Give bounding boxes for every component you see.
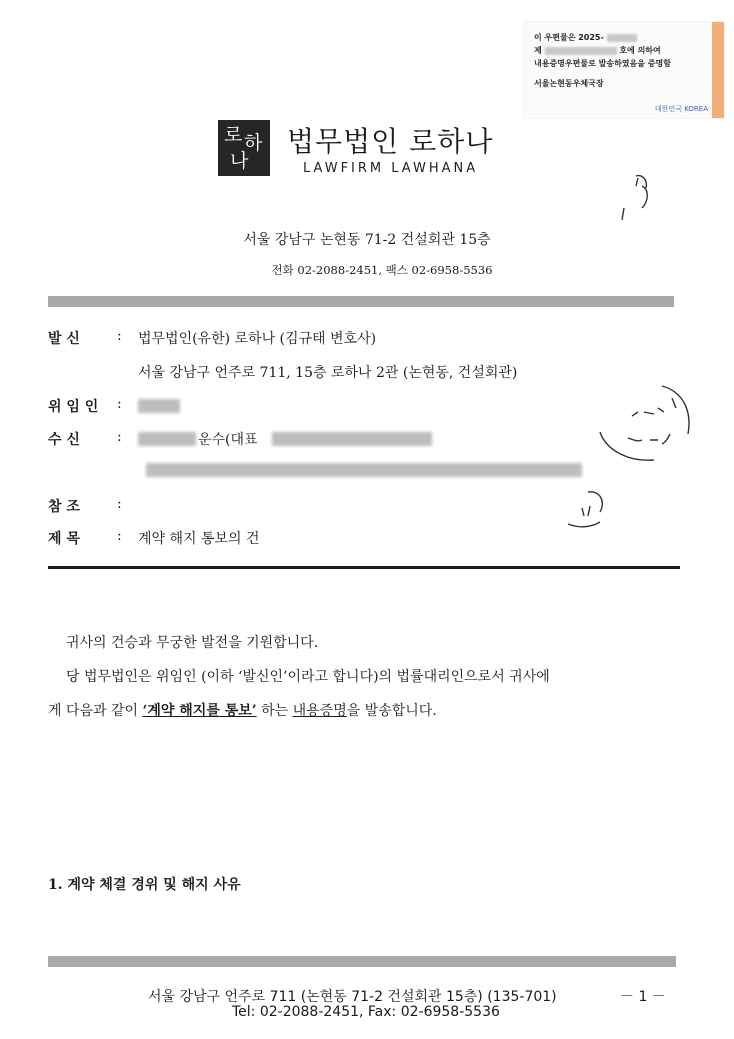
footer-divider xyxy=(48,956,676,967)
seal-mark-2 xyxy=(592,378,702,468)
section-1-heading: 1. 계약 체결 경위 및 해지 사유 xyxy=(48,877,241,893)
sender-value: 법무법인(유한) 로하나 (김규태 변호사) xyxy=(138,331,377,347)
redacted-recipient-rep xyxy=(272,432,432,446)
footer-address: 서울 강남구 언주로 711 (논현동 71-2 건설회관 15층) (135-701) xyxy=(148,989,557,1005)
stamp-line-3: 내용증명우편물로 발송하였음을 증명함 xyxy=(534,59,671,68)
termination-notice-emphasis: ‘계약 해지를 통보’ xyxy=(142,703,257,719)
subject-label: 제 목 xyxy=(48,531,80,547)
seal-mark-3 xyxy=(560,488,620,538)
sender-label: 발 신 xyxy=(48,331,80,347)
intro-line-2 xyxy=(48,700,437,720)
stamp-office: 서울논현동우체국장 xyxy=(534,79,604,88)
postal-certification-stamp xyxy=(524,22,724,118)
intro-line-2-c: 하는 xyxy=(261,703,293,719)
logo-char-3: 나 xyxy=(230,150,249,172)
stamp-line-2-prefix: 제 xyxy=(534,46,542,55)
client-label: 위 임 인 xyxy=(48,399,99,415)
page-number: － 1 － xyxy=(620,989,666,1005)
redacted-client xyxy=(138,399,180,413)
stamp-korea-logo: 대한민국 KOREA xyxy=(654,105,708,113)
stamp-line-1: 이 우편물은 2025- xyxy=(534,33,604,42)
redacted-recipient-address xyxy=(146,463,582,477)
intro-line-2-e: 을 발송합니다. xyxy=(346,703,437,719)
certified-mail-term: 내용증명 xyxy=(292,703,347,719)
recipient-label: 수 신 xyxy=(48,432,80,448)
client-colon: : xyxy=(117,396,122,412)
greeting-paragraph: 귀사의 건승과 무궁한 발전을 기원합니다. xyxy=(66,635,319,651)
footer-tel-fax: Tel: 02-2088-2451, Fax: 02-6958-5536 xyxy=(232,1004,500,1020)
recipient-colon: : xyxy=(117,429,122,445)
sender-colon: : xyxy=(117,328,122,344)
sender-address: 서울 강남구 언주로 711, 15층 로하나 2관 (논현동, 건설회관) xyxy=(138,365,518,381)
header-divider xyxy=(48,296,674,307)
stamp-tab xyxy=(712,22,724,118)
seal-mark-1 xyxy=(612,168,662,228)
firm-name-english: LAWFIRM LAWHANA xyxy=(303,161,479,176)
redacted-recipient-name xyxy=(138,432,196,446)
redacted-number xyxy=(545,47,617,55)
reference-label: 참 조 xyxy=(48,499,80,515)
logo-char-1: 로 xyxy=(224,124,243,146)
intro-line-2-a: 게 다음과 같이 xyxy=(48,703,143,719)
fields-divider xyxy=(48,566,680,569)
intro-line-1: 당 법무법인은 위임인 (이하 ‘발신인’이라고 합니다)의 법률대리인으로서 귀사에 xyxy=(66,669,550,685)
firm-logo-mark xyxy=(218,120,270,176)
logo-char-2: 하 xyxy=(244,132,263,154)
subject-value: 계약 해지 통보의 건 xyxy=(138,531,260,547)
recipient-visible: 운수(대표 xyxy=(198,432,258,448)
redacted-date xyxy=(607,34,637,42)
firm-name: 법무법인 로하나 xyxy=(287,125,494,158)
reference-colon: : xyxy=(117,496,122,512)
header-address: 서울 강남구 논현동 71-2 건설회관 15층 xyxy=(243,232,491,248)
header-tel-fax: 전화 02-2088-2451, 팩스 02-6958-5536 xyxy=(271,263,493,277)
subject-colon: : xyxy=(117,528,122,544)
stamp-line-2-suffix: 호에 의하여 xyxy=(619,46,661,55)
